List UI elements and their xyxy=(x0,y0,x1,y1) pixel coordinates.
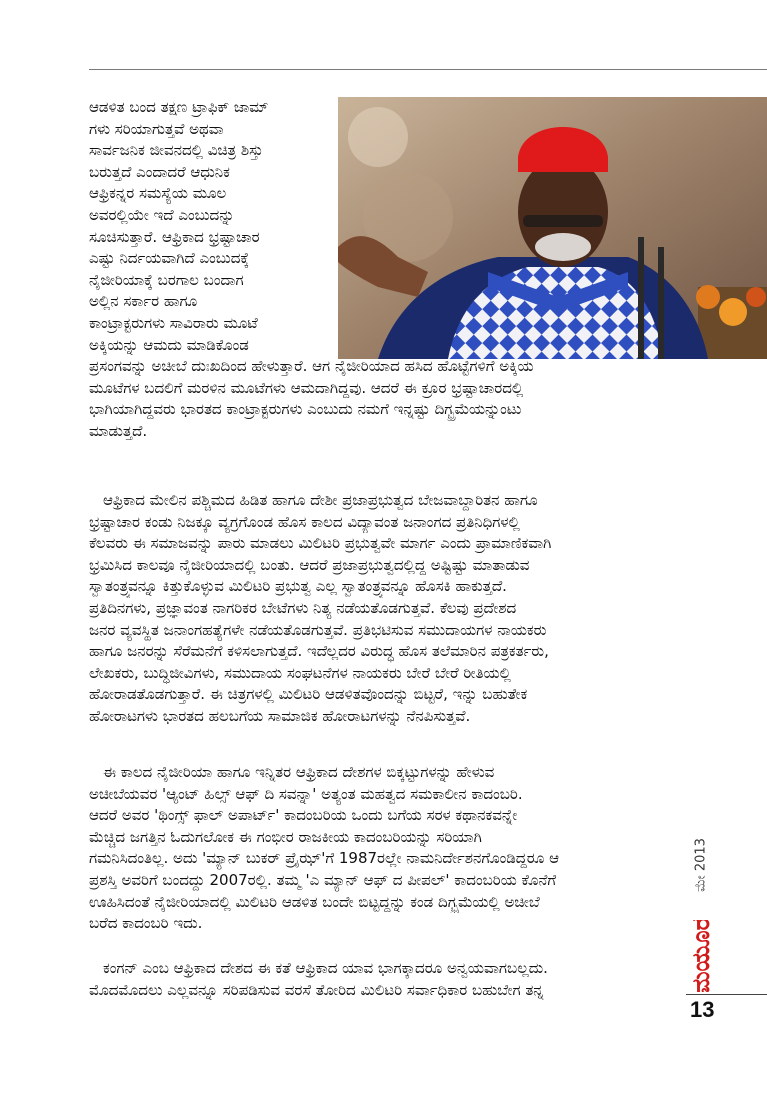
text-line: ಕಾಂಟ್ರಾಕ್ಟರುಗಳು ಸಾವಿರಾರು ಮೂಟೆ xyxy=(89,313,258,332)
text-line: ಗಳು ಸರಿಯಾಗುತ್ತವೆ ಅಥವಾ xyxy=(89,119,224,138)
text-line: ಕಂಗನ್ ಎಂಬ ಆಫ್ರಿಕಾದ ದೇಶದ ಈ ಕತೆ ಆಫ್ರಿಕಾದ ಯಾವ ಭಾಗಕ್ಕಾದರೂ ಅನ್ವಯವಾಗಬಲ್ಲದು. xyxy=(103,959,548,977)
text-line: ಭ್ರಷ್ಟಾಚಾರ ಕಂಡು ನಿಜಕ್ಕೂ ವ್ಯಗ್ರಗೊಂಡ ಹೊಸ ಕಾಲದ ವಿದ್ಯಾವಂತ ಜನಾಂಗದ ಪ್ರತಿನಿಧಿಗಳಲ್ಲಿ xyxy=(89,512,520,531)
text-line: ಲೇಖಕರು, ಬುದ್ಧಿಜೀವಿಗಳು, ಸಮುದಾಯ ಸಂಘಟನೆಗಳ ನಾಯಕರು ಬೇರೆ ಬೇರೆ ರೀತಿಯಲ್ಲಿ xyxy=(89,663,511,682)
text-line: ಹಾಗೂ ಜನರನ್ನು ಸೆರೆಮನೆಗೆ ಕಳಿಸಲಾಗುತ್ತದೆ. ಇದೆಲ್ಲದರ ವಿರುದ್ಧ ಹೊಸ ತಲೆಮಾರಿನ ಪತ್ರಕರ್ತರು, xyxy=(89,642,549,661)
text-line: ಆಫ್ರಿಕನ್ನರ ಸಮಸ್ಯೆಯ ಮೂಲ xyxy=(89,184,227,203)
text-line: ಪ್ರಶಸ್ತಿ ಅವರಿಗೆ ಬಂದದ್ದು 2007ರಲ್ಲಿ. ತಮ್ಮ 'ಎ ಮ್ಯಾನ್ ಆಫ್ ದ ಪೀಪಲ್' ಕಾದಂಬರಿಯ ಕೊನೆಗೆ xyxy=(89,870,557,889)
text-line: ಊಹಿಸಿದಂತೆ ನೈಜೀರಿಯಾದಲ್ಲಿ ಮಿಲಿಟರಿ ಆಡಳಿತ ಬಂದೇ ಬಿಟ್ಟದ್ದನ್ನು ಕಂಡ ದಿಗ್ಭ್ರಮೆಯಲ್ಲಿ ಅಚೀಬೆ xyxy=(89,892,540,911)
text-line: ಗಮನಿಸಿದಂತಿಲ್ಲ. ಅದು 'ಮ್ಯಾನ್ ಬುಕರ್ ಪ್ರೈಝ್'ಗೆ 1987ರಲ್ಲೇ ನಾಮನಿರ್ದೇಶನಗೊಂಡಿದ್ದರೂ ಆ xyxy=(89,849,559,868)
page-number-rule xyxy=(686,994,767,995)
magazine-logo xyxy=(686,920,716,992)
text-line: ಅವರಲ್ಲಿಯೇ ಇದೆ ಎಂಬುದನ್ನು xyxy=(89,205,235,224)
text-line: ಆದರೆ ಅವರ 'ಥಿಂಗ್ಸ್ ಫಾಲ್ ಅಪಾರ್ಟ್' ಕಾದಂಬರಿಯ ಒಂದು ಬಗೆಯ ಸರಳ ಕಥಾನಕವನ್ನೇ xyxy=(89,806,518,825)
text-line: ಸೂಚಿಸುತ್ತಾರೆ. ಆಫ್ರಿಕಾದ ಭ್ರಷ್ಟಾಚಾರ xyxy=(89,227,260,246)
text-line: ಅಕ್ಕಿಯನ್ನು ಆಮದು ಮಾಡಿಕೊಂಡ xyxy=(89,335,249,354)
page-number: 13 xyxy=(690,997,715,1022)
text-line: ಜನರ ವ್ಯವಸ್ಥಿತ ಜನಾಂಗಹತ್ಯೆಗಳೇ ನಡೆಯತೊಡಗುತ್ತವೆ. ಪ್ರತಿಭಟಿಸುವ ಸಮುದಾಯಗಳ ನಾಯಕರು xyxy=(89,620,547,639)
text-line: ಮೊದಮೊದಲು ಎಲ್ಲವನ್ನೂ ಸರಿಪಡಿಸುವ ವರಸೆ ತೋರಿದ ಮಿಲಿಟರಿ ಸರ್ವಾಧಿಕಾರ ಬಹುಬೇಗ ತನ್ನ xyxy=(89,980,544,999)
text-line: ಮೆಚ್ಚಿದ ಜಗತ್ತಿನ ಓದುಗಲೋಕ ಈ ಗಂಭೀರ ರಾಜಕೀಯ ಕಾದಂಬರಿಯನ್ನು ಸರಿಯಾಗಿ xyxy=(89,827,482,846)
text-line: ಆಡಳಿತ ಬಂದ ತಕ್ಷಣ ಟ್ರಾಫಿಕ್ ಜಾಮ್ xyxy=(89,98,269,116)
intro-paragraph xyxy=(89,97,683,443)
issue-date: ಮೇ 2013 xyxy=(693,838,709,892)
text-line: ಪ್ರತಿದಿನಗಳು, ಪ್ರಜ್ಞಾವಂತ ನಾಗರಿಕರ ಬೇಟೆಗಳು ನಿತ್ಯ ನಡೆಯತೊಡಗುತ್ತವೆ. ಕೆಲವು ಪ್ರದೇಶದ xyxy=(89,598,517,617)
text-line: ಮೂಟೆಗಳ ಬದಲಿಗೆ ಮರಳಿನ ಮೂಟೆಗಳು ಆಮದಾಗಿದ್ದವು. ಆದರೆ ಈ ಕ್ರೂರ ಭ್ರಷ್ಟಾಚಾರದಲ್ಲಿ xyxy=(89,378,524,397)
text-line: ಅಲ್ಲಿನ ಸರ್ಕಾರ ಹಾಗೂ xyxy=(89,292,198,311)
paragraph-2 xyxy=(89,490,683,728)
text-line: ಸ್ವಾತಂತ್ರ್ಯವನ್ನೂ ಕಿತ್ತುಕೊಳ್ಳುವ ಮಿಲಿಟರಿ ಪ್ರಭುತ್ವ ಎಲ್ಲ ಸ್ವಾತಂತ್ರ್ಯವನ್ನೂ ಹೊಸಕಿ ಹಾಕುತ್ತದೆ. xyxy=(89,577,507,596)
top-rule xyxy=(89,69,767,70)
paragraph-3 xyxy=(89,762,683,935)
text-line: ಬರೆದ ಕಾದಂಬರಿ ಇದು. xyxy=(89,914,203,933)
text-line: ಸಾರ್ವಜನಿಕ ಜೀವನದಲ್ಲಿ ವಿಚಿತ್ರ ಶಿಸ್ತು xyxy=(89,141,264,160)
text-line: ಈ ಕಾಲದ ನೈಜೀರಿಯಾ ಹಾಗೂ ಇನ್ನಿತರ ಆಫ್ರಿಕಾದ ದೇಶಗಳ ಬಿಕ್ಕಟ್ಟುಗಳನ್ನು ಹೇಳುವ xyxy=(103,763,495,781)
text-line: ಪ್ರಸಂಗವನ್ನು ಅಚೀಬೆ ದುಃಖದಿಂದ ಹೇಳುತ್ತಾರೆ. ಆಗ ನೈಜೀರಿಯಾದ ಹಸಿದ ಹೊಟ್ಟೆಗಳಿಗೆ ಅಕ್ಕಿಯ xyxy=(89,357,534,376)
text-line: ಕೆಲವರು ಈ ಸಮಾಜವನ್ನು ಪಾರು ಮಾಡಲು ಮಿಲಿಟರಿ ಪ್ರಭುತ್ವವೇ ಮಾರ್ಗ ಎಂದು ಪ್ರಾಮಾಣಿಕವಾಗಿ xyxy=(89,534,552,553)
text-line: ಹೋರಾಡತೊಡಗುತ್ತಾರೆ. ಈ ಚಿತ್ರಗಳಲ್ಲಿ ಮಿಲಿಟರಿ ಆಡಳಿತವೊಂದನ್ನು ಬಿಟ್ಟರೆ, ಇನ್ನು ಬಹುತೇಕ xyxy=(89,685,528,704)
paragraph-4 xyxy=(89,958,683,1001)
text-line: ಅಚೀಬೆಯವರ 'ಆ್ಯಂಟ್ ಹಿಲ್ಸ್ ಆಫ್ ದಿ ಸವನ್ನಾ' ಅತ್ಯಂತ ಮಹತ್ವದ ಸಮಕಾಲೀನ ಕಾದಂಬರಿ. xyxy=(89,784,523,803)
text-line: ಆಫ್ರಿಕಾದ ಮೇಲಿನ ಪಶ್ಚಿಮದ ಹಿಡಿತ ಹಾಗೂ ದೇಶೀ ಪ್ರಜಾಪ್ರಭುತ್ವದ ಬೇಜವಾಬ್ದಾರಿತನ ಹಾಗೂ xyxy=(103,491,538,509)
text-line: ಹೋರಾಟಗಳು ಭಾರತದ ಹಲಬಗೆಯ ಸಾಮಾಜಿಕ ಹೋರಾಟಗಳನ್ನು ನೆನಪಿಸುತ್ತವೆ. xyxy=(89,706,471,725)
text-line: ಬರುತ್ತದೆ ಎಂದಾದರೆ ಆಧುನಿಕ xyxy=(89,162,230,181)
text-line: ಎಷ್ಟು ನಿರ್ದಯವಾಗಿದೆ ಎಂಬುದಕ್ಕೆ xyxy=(89,249,250,268)
text-line: ಭಾಗಿಯಾಗಿದ್ದವರು ಭಾರತದ ಕಾಂಟ್ರಾಕ್ಟರುಗಳು ಎಂಬುದು ನಮಗೆ ಇನ್ನಷ್ಟು ದಿಗ್ಭ್ರಮೆಯನ್ನುಂಟು xyxy=(89,400,522,419)
text-line: ಮಾಡುತ್ತದೆ. xyxy=(89,421,148,440)
text-line: ಭ್ರಮಿಸಿದ ಕಾಲವೂ ನೈಜೀರಿಯಾದಲ್ಲಿ ಬಂತು. ಆದರೆ ಪ್ರಜಾಪ್ರಭುತ್ವದಲ್ಲಿದ್ದ ಅಷ್ಟಿಷ್ಟು ಮಾತಾಡುವ xyxy=(89,555,530,574)
text-line: ನೈಜೀರಿಯಾಕ್ಕೆ ಬರಗಾಲ ಬಂದಾಗ xyxy=(89,270,244,289)
magazine-logo-text: ಮಯೂರ xyxy=(687,920,715,992)
